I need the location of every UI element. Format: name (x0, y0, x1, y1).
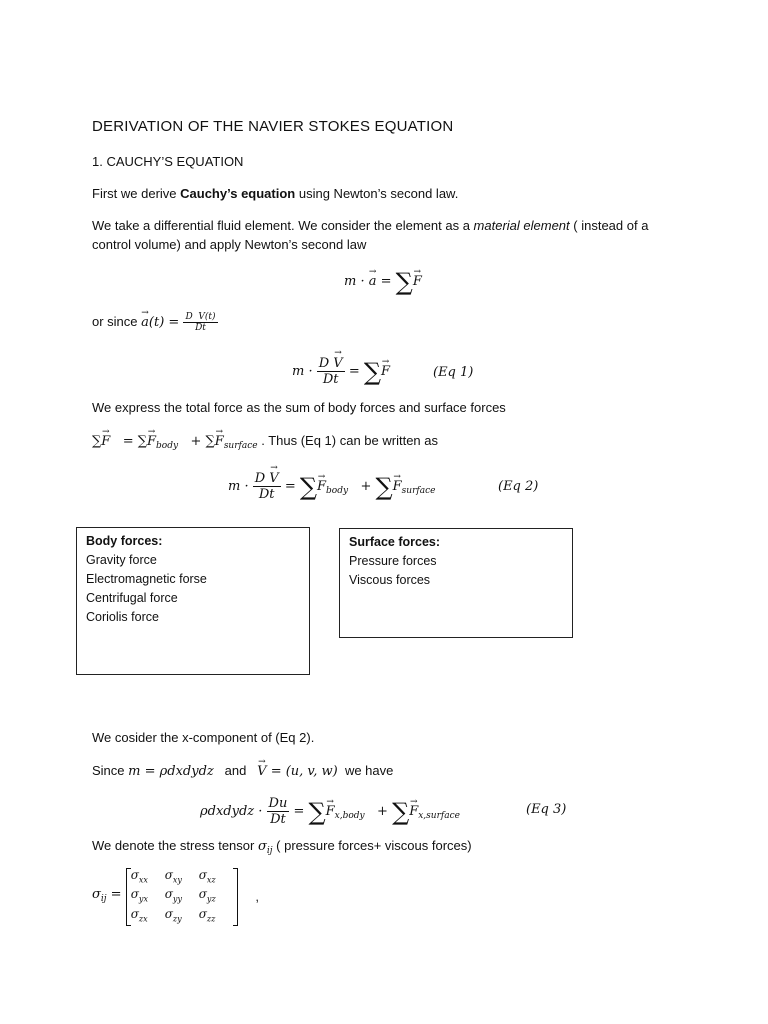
list-item: Electromagnetic forse (86, 572, 207, 586)
list-item: Coriolis force (86, 610, 159, 624)
surface-forces-box (339, 528, 573, 638)
list-item: Pressure forces (349, 554, 437, 568)
text-span: we have (344, 763, 394, 778)
text-span: We denote the stress tensor (92, 838, 255, 853)
matrix: $\sigma_{xx}$ $\sigma_{xy}$ $\sigma_{xz}$ $\sigma_{yx}$ $\sigma_{yy}$ $\sigma_{yz}$ $\sigma_{zx}$ $\sigma_{zy}$ $\sigma_{zz}$ (126, 868, 238, 926)
equation-2: m · $\frac{D \to V}{Dt}$ = ∑→ $F_{body}$ + ∑→ $F_{surface}$ (228, 471, 435, 502)
paragraph-stress-tensor: We denote the stress tensor $\sigma_{ij}$ ( pressure forces+ viscous forces) (92, 838, 472, 856)
text-span: using Newton’s second law. (295, 186, 459, 201)
equation-since-mass: Since m = ρdxdydz and → V = (u, v, w) we have (92, 762, 393, 781)
list-item: Viscous forces (349, 573, 431, 587)
body-forces-box (76, 527, 310, 675)
equation-3-label: (Eq 3) (526, 802, 567, 817)
text-span: , (255, 889, 259, 905)
page-title: DERIVATION OF THE NAVIER STOKES EQUATION (92, 118, 454, 135)
equation-force-sum: ∑→ F = ∑→ $F_{body}$ + ∑→ $F_{surface}$ . Thus (Eq 1) can be written as (92, 432, 438, 455)
equation-3: ρdxdydz · $\frac{Du}{Dt}$ = ∑→ $F_{x,body}$ + ∑→ $F_{x,surface}$ (200, 796, 460, 827)
body-forces-heading: Body forces: (86, 534, 163, 548)
text-span: . Thus (Eq 1) can be written as (261, 433, 439, 448)
text-span: and (224, 763, 247, 778)
paragraph-cauchy-intro (92, 185, 458, 203)
bold-term: Cauchy’s equation (180, 186, 296, 201)
surface-forces-heading: Surface forces: (349, 535, 441, 549)
equation-newton: m · → a = ∑→ F (344, 270, 422, 294)
paragraph-element-line2: control volume) and apply Newton’s second law (92, 237, 367, 252)
text-span: Since (92, 763, 125, 778)
list-item: Gravity force (86, 553, 157, 567)
equation-2-label: (Eq 2) (498, 479, 539, 494)
text-span: First we derive (92, 186, 181, 201)
text-span: or since (92, 313, 138, 329)
list-item: Centrifugal force (86, 591, 178, 605)
text-span: We take a differential fluid element. We consider the element as a (92, 218, 474, 233)
equation-1: m · $\frac{D \to V}{Dt}$ = ∑→ F (292, 356, 390, 387)
paragraph-element-line1 (92, 217, 648, 235)
italic-term: material element (473, 218, 570, 233)
paragraph-x-component: We cosider the x-component of (Eq 2). (92, 730, 315, 745)
text-span: ( pressure forces+ viscous forces) (276, 838, 472, 853)
text-span: ( instead of a (569, 218, 649, 233)
equation-accel-definition: or since → a(t) = $\frac{\text{D V(t)}}{Dt}$ (92, 312, 218, 333)
equation-1-label: (Eq 1) (433, 365, 474, 380)
section-heading: 1. CAUCHY’S EQUATION (92, 154, 244, 169)
stress-tensor-matrix: $\sigma_{ij}$ = $\sigma_{xx}$ $\sigma_{xy}$ $\sigma_{xz}$ $\sigma_{yx}$ $\sigma_{yy}$ $\sigma_{yz}$ $\sigma_{zx}$ $\sigma_{zy}$ $\sigma_{zz}$ , (92, 868, 259, 926)
paragraph-total-force: We express the total force as the sum of body forces and surface forces (92, 400, 506, 415)
